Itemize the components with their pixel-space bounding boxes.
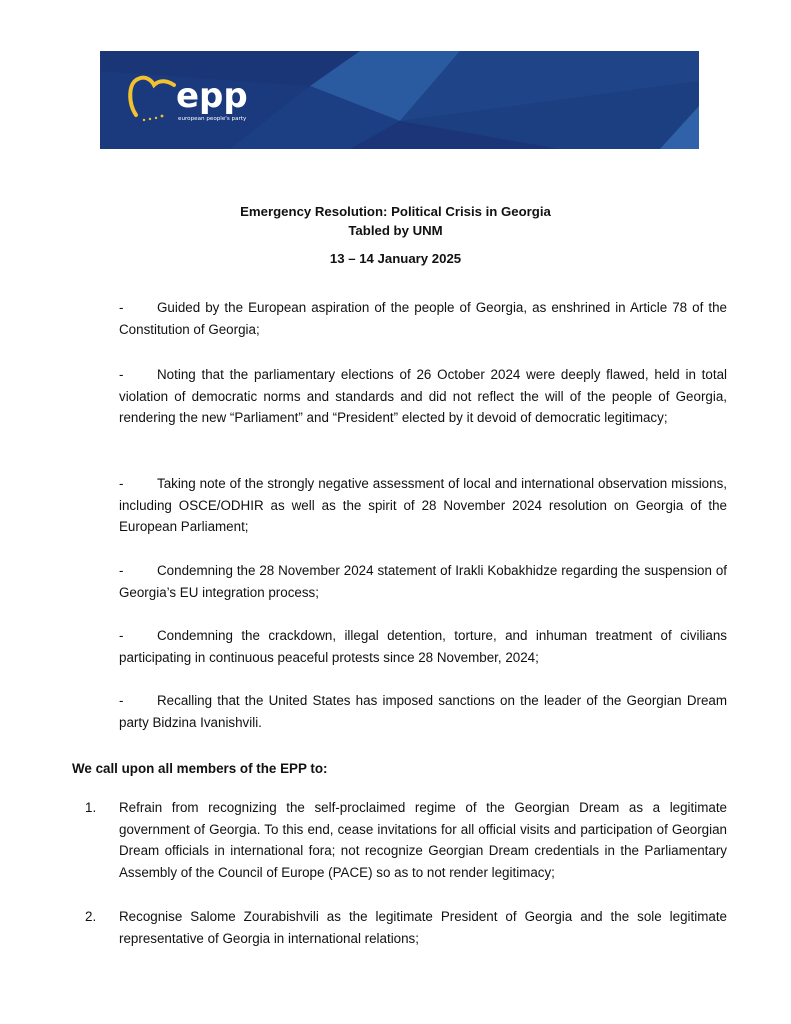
clause-text: Condemning the 28 November 2024 statement of Irakli Kobakhidze regarding the suspension of Georgia’s EU integration process;	[119, 563, 727, 600]
logo-wordmark: epp	[176, 76, 248, 116]
preamble-clause	[119, 690, 727, 733]
preamble-clause	[119, 364, 727, 429]
dash-marker: -	[119, 476, 124, 491]
dash-marker: -	[119, 300, 124, 315]
clause-text: Taking note of the strongly negative assessment of local and international observation missions, including OSCE/ODHIR as well as the spirit of 28 November 2024 resolution on Georgia of the European Parliament;	[119, 476, 727, 534]
dash-marker: -	[119, 367, 124, 382]
clause-text: Noting that the parliamentary elections of 26 October 2024 were deeply flawed, held in total violation of democratic norms and standards and did not reflect the will of the people of Georgia, rendering the new “Parliament” and “President” elected by it devoid of democratic legitimacy;	[119, 367, 727, 425]
dash-marker: -	[119, 628, 124, 643]
preamble-clause	[119, 560, 727, 603]
session-date: 13 – 14 January 2025	[329, 251, 462, 266]
tabled-by: Tabled by UNM	[348, 223, 443, 238]
document-title: Emergency Resolution: Political Crisis in Georgia	[240, 204, 551, 219]
epp-logo	[126, 71, 256, 131]
clause-text: Guided by the European aspiration of the people of Georgia, as enshrined in Article 78 of the Constitution of Georgia;	[119, 300, 727, 337]
demand-text: Recognise Salome Zourabishvili as the legitimate President of Georgia and the sole legitimate representative of Georgia in international relations;	[119, 909, 727, 946]
preamble-clause	[119, 473, 727, 538]
clause-text: Recalling that the United States has imposed sanctions on the leader of the Georgian Dream party Bidzina Ivanishvili.	[119, 693, 727, 730]
call-heading: We call upon all members of the EPP to:	[72, 761, 328, 776]
demand-number: 2.	[85, 909, 97, 924]
demand-number: 1.	[85, 800, 97, 815]
clause-text: Condemning the crackdown, illegal detention, torture, and inhuman treatment of civilians participating in continuous peaceful protests since 28 November, 2024;	[119, 628, 727, 665]
epp-banner	[100, 51, 699, 149]
logo-subtitle: european people's party	[178, 116, 247, 122]
dash-marker: -	[119, 563, 124, 578]
dash-marker: -	[119, 693, 124, 708]
demand-text: Refrain from recognizing the self-proclaimed regime of the Georgian Dream as a legitimate government of Georgia. To this end, cease invitations for all official visits and participation of Georgian Dream officials in international fora; not recognize Georgian Dream credentials in the Parliamentary Assembly of the Council of Europe (PACE) so as to not render legitimacy;	[119, 800, 727, 880]
demand-item	[85, 797, 727, 883]
preamble-clause	[119, 297, 727, 340]
demand-item	[85, 906, 727, 949]
preamble-clause	[119, 625, 727, 668]
